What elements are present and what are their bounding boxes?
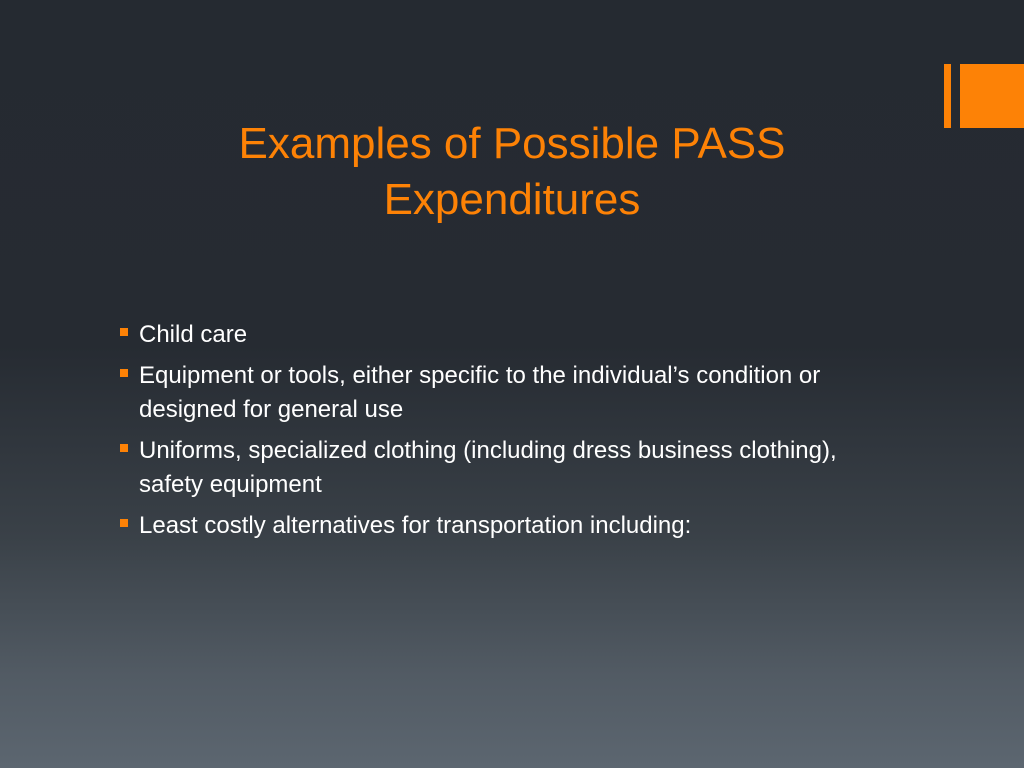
square-bullet-icon [120, 369, 128, 377]
bullet-item [118, 318, 878, 352]
square-bullet-icon [120, 444, 128, 452]
bullet-list [118, 318, 878, 550]
bullet-text: Equipment or tools, either specific to the individual’s condition or designed for general use [139, 362, 821, 423]
slide-title [120, 116, 904, 228]
bullet-text: Child care [139, 321, 248, 348]
bullet-item [118, 359, 878, 427]
corner-accent-thin-bar [944, 64, 951, 128]
slide-title-line-1: Examples of Possible PASS [238, 119, 786, 168]
bullet-text: Least costly alternatives for transportation including: [139, 512, 692, 539]
corner-accent-thick-bar [960, 64, 1024, 128]
square-bullet-icon [120, 519, 128, 527]
bullet-text: Uniforms, specialized clothing (including dress business clothing), safety equipment [139, 437, 837, 498]
square-bullet-icon [120, 328, 128, 336]
bullet-item [118, 434, 878, 502]
bullet-item [118, 509, 878, 543]
slide-title-line-2: Expenditures [383, 175, 641, 224]
